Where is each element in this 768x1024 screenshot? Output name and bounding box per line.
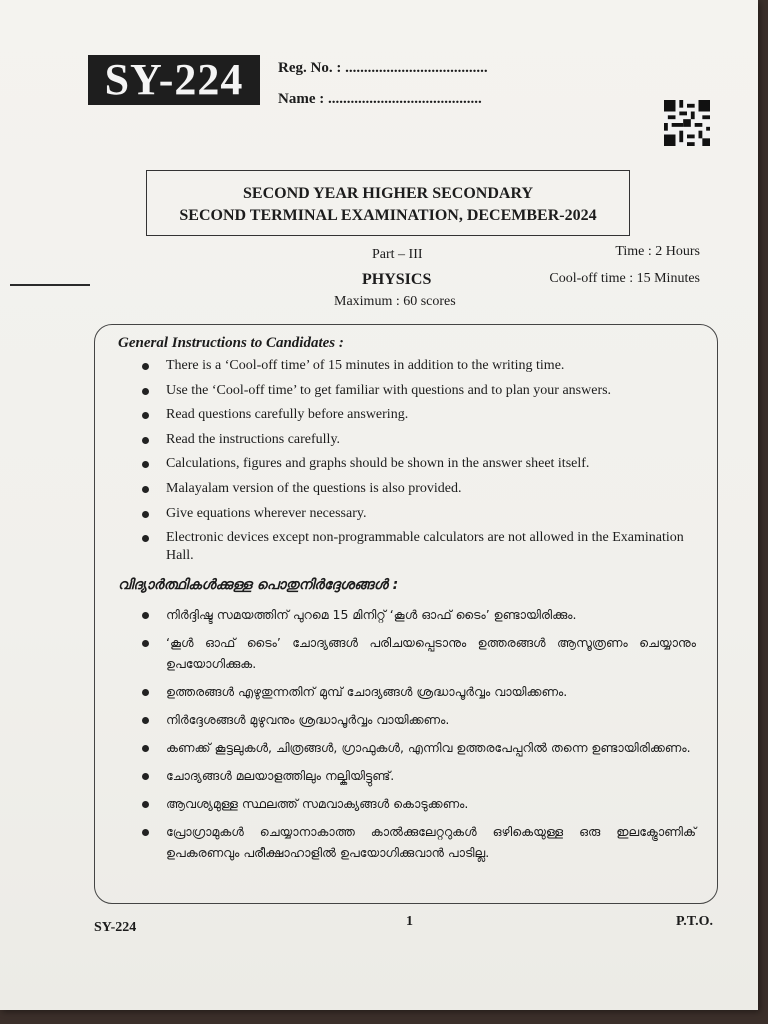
instruction-item: Read the instructions carefully. bbox=[140, 431, 700, 449]
instruction-item-ml: കണക്ക് കൂട്ടലുകൾ, ചിത്രങ്ങൾ, ഗ്രാഫുകൾ, എന്നിവ ഉത്തരപേപ്പറിൽ തന്നെ ഉണ്ടായിരിക്കണം. bbox=[140, 737, 696, 758]
footer-paper-code: SY-224 bbox=[94, 920, 137, 935]
pto-label: P.T.O. bbox=[676, 914, 713, 929]
exam-title-line2: SECOND TERMINAL EXAMINATION, DECEMBER-2024 bbox=[179, 207, 597, 224]
instruction-item: Calculations, figures and graphs should be shown in the answer sheet itself. bbox=[140, 455, 700, 473]
part-label: Part – III bbox=[372, 247, 423, 262]
exam-title-box bbox=[146, 170, 630, 236]
qr-code-icon bbox=[664, 100, 710, 146]
instruction-item-ml: പ്രോഗ്രാമുകൾ ചെയ്യാനാകാത്ത കാൽക്കുലേറ്ററുകൾ ഒഴികെയുള്ള ഒരു ഇലക്ട്രോണിക് ഉപകരണവും പരീക്ഷാഹാളിൽ ഉപയോഗിക്കുവാൻ പാടില്ല. bbox=[140, 821, 696, 863]
instruction-item-ml: ചോദ്യങ്ങൾ മലയാളത്തിലും നല്കിയിട്ടുണ്ട്. bbox=[140, 765, 696, 786]
instruction-item: Give equations wherever necessary. bbox=[140, 505, 700, 523]
instructions-list-ml bbox=[140, 604, 696, 870]
page-number: 1 bbox=[406, 914, 413, 929]
maximum-score-label: Maximum : 60 scores bbox=[334, 294, 456, 309]
reg-no-label: Reg. No. : bbox=[278, 60, 342, 76]
instruction-item-ml: ‘കൂൾ ഓഫ് ടൈം’ ചോദ്യങ്ങൾ പരിചയപ്പെടാനും ഉത്തരങ്ങൾ ആസൂത്രണം ചെയ്യാനും ഉപയോഗിക്കുക. bbox=[140, 632, 696, 674]
instruction-item: There is a ‘Cool-off time’ of 15 minutes in addition to the writing time. bbox=[140, 357, 700, 375]
instructions-heading-en: General Instructions to Candidates : bbox=[118, 335, 344, 351]
margin-line bbox=[10, 284, 90, 286]
name-line bbox=[278, 91, 482, 108]
reg-no-line bbox=[278, 60, 488, 77]
instructions-heading-ml: വിദ്യാർത്ഥികൾക്കുള്ള പൊതുനിർദ്ദേശങ്ങൾ : bbox=[118, 577, 399, 593]
reg-no-field: ...................................... bbox=[345, 60, 488, 76]
instruction-item-ml: ആവശ്യമുള്ള സ്ഥലത്ത് സമവാക്യങ്ങൾ കൊടുക്കണം. bbox=[140, 793, 696, 814]
instruction-item-ml: ഉത്തരങ്ങൾ എഴുതുന്നതിന് മുമ്പ് ചോദ്യങ്ങൾ ശ്രദ്ധാപൂർവ്വം വായിക്കണം. bbox=[140, 681, 696, 702]
instruction-item: Electronic devices except non-programmable calculators are not allowed in the Examination Hall. bbox=[140, 529, 700, 565]
instruction-item: Use the ‘Cool-off time’ to get familiar with questions and to plan your answers. bbox=[140, 382, 700, 400]
cooloff-time-label: Cool-off time : 15 Minutes bbox=[549, 271, 700, 286]
subject-title: PHYSICS bbox=[362, 271, 432, 288]
paper-code-badge: SY-224 bbox=[88, 55, 260, 105]
instruction-item: Malayalam version of the questions is also provided. bbox=[140, 480, 700, 498]
exam-title-line1: SECOND YEAR HIGHER SECONDARY bbox=[243, 185, 533, 202]
instruction-item-ml: നിർദ്ദേശങ്ങൾ മുഴുവനും ശ്രദ്ധാപൂർവ്വം വായിക്കണം. bbox=[140, 709, 696, 730]
instruction-item: Read questions carefully before answering. bbox=[140, 406, 700, 424]
instruction-item-ml: നിർദ്ദിഷ്ട സമയത്തിന് പുറമെ 15 മിനിറ്റ് ‘കൂൾ ഓഫ് ടൈം’ ഉണ്ടായിരിക്കും. bbox=[140, 604, 696, 625]
time-label: Time : 2 Hours bbox=[615, 244, 700, 259]
name-label: Name : bbox=[278, 91, 325, 107]
name-field: ......................................... bbox=[327, 91, 482, 107]
instructions-list-en bbox=[140, 357, 700, 572]
